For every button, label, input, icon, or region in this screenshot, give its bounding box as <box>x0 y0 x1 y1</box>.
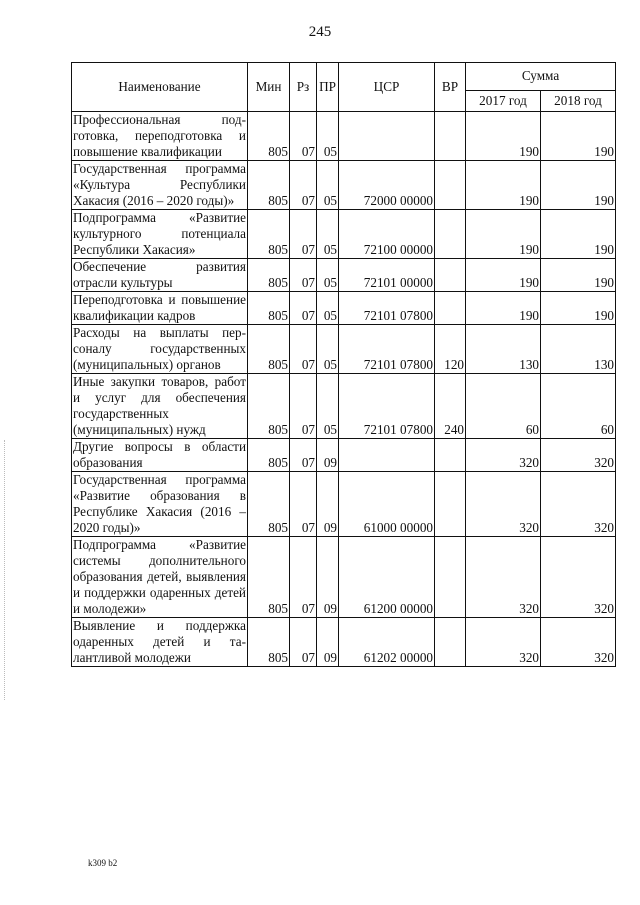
cell-min: 805 <box>248 537 290 618</box>
table-row <box>72 439 616 472</box>
cell-vr: 240 <box>435 374 466 439</box>
cell-rz: 07 <box>290 161 317 210</box>
header-vr: ВР <box>435 63 466 112</box>
cell-sum-2017: 60 <box>466 374 541 439</box>
table-body <box>72 112 616 667</box>
cell-csr <box>339 439 435 472</box>
cell-sum-2017: 190 <box>466 161 541 210</box>
table-row <box>72 472 616 537</box>
cell-sum-2018: 320 <box>541 537 616 618</box>
cell-name: Государственная программа «Культура Республики Хакасия (2016 – 2020 годы)» <box>73 161 246 208</box>
cell-vr <box>435 112 466 161</box>
cell-pr: 09 <box>317 618 339 667</box>
header-rz: Рз <box>290 63 317 112</box>
cell-pr: 05 <box>317 161 339 210</box>
cell-name: Расходы на выплаты персоналу государственных (муниципальных) органов <box>73 325 246 372</box>
cell-sum-2017: 320 <box>466 439 541 472</box>
cell-csr: 72100 00000 <box>339 210 435 259</box>
cell-name: Иные закупки товаров, работ и услуг для обеспечения государственных (муниципальных) нужд <box>73 374 246 437</box>
header-year-2017: 2017 год <box>466 90 541 111</box>
cell-csr: 61200 00000 <box>339 537 435 618</box>
table-row <box>72 374 616 439</box>
cell-min: 805 <box>248 259 290 292</box>
cell-csr: 72000 00000 <box>339 161 435 210</box>
cell-vr <box>435 439 466 472</box>
header-row <box>72 63 616 91</box>
cell-rz: 07 <box>290 472 317 537</box>
cell-csr: 61000 00000 <box>339 472 435 537</box>
cell-rz: 07 <box>290 292 317 325</box>
cell-csr: 72101 00000 <box>339 259 435 292</box>
cell-sum-2018: 190 <box>541 292 616 325</box>
cell-sum-2018: 190 <box>541 112 616 161</box>
header-min: Мин <box>248 63 290 112</box>
cell-name: Выявление и поддержка одаренных детей и талантливой молодежи <box>73 618 246 665</box>
header-csr: ЦСР <box>339 63 435 112</box>
table-row <box>72 259 616 292</box>
cell-rz: 07 <box>290 618 317 667</box>
cell-vr <box>435 618 466 667</box>
cell-rz: 07 <box>290 325 317 374</box>
cell-rz: 07 <box>290 210 317 259</box>
cell-sum-2017: 320 <box>466 537 541 618</box>
cell-pr: 05 <box>317 374 339 439</box>
header-year-2018: 2018 год <box>541 90 616 111</box>
cell-min: 805 <box>248 325 290 374</box>
cell-vr <box>435 537 466 618</box>
cell-name: Другие вопросы в области образования <box>73 439 246 470</box>
cell-sum-2017: 190 <box>466 210 541 259</box>
cell-vr <box>435 161 466 210</box>
cell-name: Обеспечение развития отрасли культуры <box>73 259 246 290</box>
cell-name: Подпрограмма «Развитие системы дополнительного образования детей, выявления и поддержки одаренных детей и молодежи» <box>73 537 246 616</box>
table-row <box>72 537 616 618</box>
table-row <box>72 112 616 161</box>
table-row <box>72 292 616 325</box>
cell-vr: 120 <box>435 325 466 374</box>
cell-sum-2018: 320 <box>541 439 616 472</box>
cell-sum-2017: 190 <box>466 259 541 292</box>
cell-min: 805 <box>248 112 290 161</box>
cell-rz: 07 <box>290 374 317 439</box>
cell-pr: 05 <box>317 292 339 325</box>
page-number: 245 <box>308 24 332 40</box>
footer-code: k309 b2 <box>88 858 118 868</box>
budget-table <box>71 62 616 667</box>
cell-sum-2017: 130 <box>466 325 541 374</box>
cell-sum-2018: 190 <box>541 259 616 292</box>
cell-sum-2017: 320 <box>466 472 541 537</box>
cell-sum-2018: 190 <box>541 210 616 259</box>
cell-pr: 05 <box>317 259 339 292</box>
cell-name: Переподготовка и повышение квалификации кадров <box>73 292 246 323</box>
cell-min: 805 <box>248 210 290 259</box>
table-row <box>72 210 616 259</box>
cell-rz: 07 <box>290 259 317 292</box>
cell-sum-2018: 130 <box>541 325 616 374</box>
header-name: Наименование <box>72 63 248 112</box>
cell-name: Подпрограмма «Развитие культурного потенциала Республики Хакасия» <box>73 210 246 257</box>
header-pr: ПР <box>317 63 339 112</box>
cell-vr <box>435 292 466 325</box>
table-row <box>72 618 616 667</box>
cell-min: 805 <box>248 439 290 472</box>
cell-sum-2017: 190 <box>466 292 541 325</box>
cell-sum-2017: 190 <box>466 112 541 161</box>
cell-rz: 07 <box>290 537 317 618</box>
cell-csr <box>339 112 435 161</box>
cell-pr: 09 <box>317 472 339 537</box>
cell-min: 805 <box>248 161 290 210</box>
cell-pr: 05 <box>317 112 339 161</box>
cell-name: Государственная программа «Развитие образования в Республике Хакасия (2016 – 2020 годы)» <box>73 472 246 535</box>
cell-sum-2018: 190 <box>541 161 616 210</box>
cell-csr: 72101 07800 <box>339 292 435 325</box>
cell-name: Профессиональная подготовка, переподготовка и повышение квалификации <box>73 112 246 159</box>
cell-min: 805 <box>248 472 290 537</box>
cell-min: 805 <box>248 618 290 667</box>
cell-csr: 72101 07800 <box>339 325 435 374</box>
cell-sum-2018: 60 <box>541 374 616 439</box>
cell-pr: 05 <box>317 325 339 374</box>
cell-csr: 61202 00000 <box>339 618 435 667</box>
header-sum: Сумма <box>466 63 616 91</box>
cell-vr <box>435 259 466 292</box>
cell-min: 805 <box>248 374 290 439</box>
cell-sum-2018: 320 <box>541 618 616 667</box>
cell-sum-2017: 320 <box>466 618 541 667</box>
cell-pr: 09 <box>317 537 339 618</box>
cell-vr <box>435 472 466 537</box>
cell-min: 805 <box>248 292 290 325</box>
cell-rz: 07 <box>290 112 317 161</box>
table-row <box>72 325 616 374</box>
cell-vr <box>435 210 466 259</box>
scan-margin-mark <box>4 440 6 700</box>
table-row <box>72 161 616 210</box>
cell-rz: 07 <box>290 439 317 472</box>
cell-csr: 72101 07800 <box>339 374 435 439</box>
cell-sum-2018: 320 <box>541 472 616 537</box>
cell-pr: 05 <box>317 210 339 259</box>
cell-pr: 09 <box>317 439 339 472</box>
